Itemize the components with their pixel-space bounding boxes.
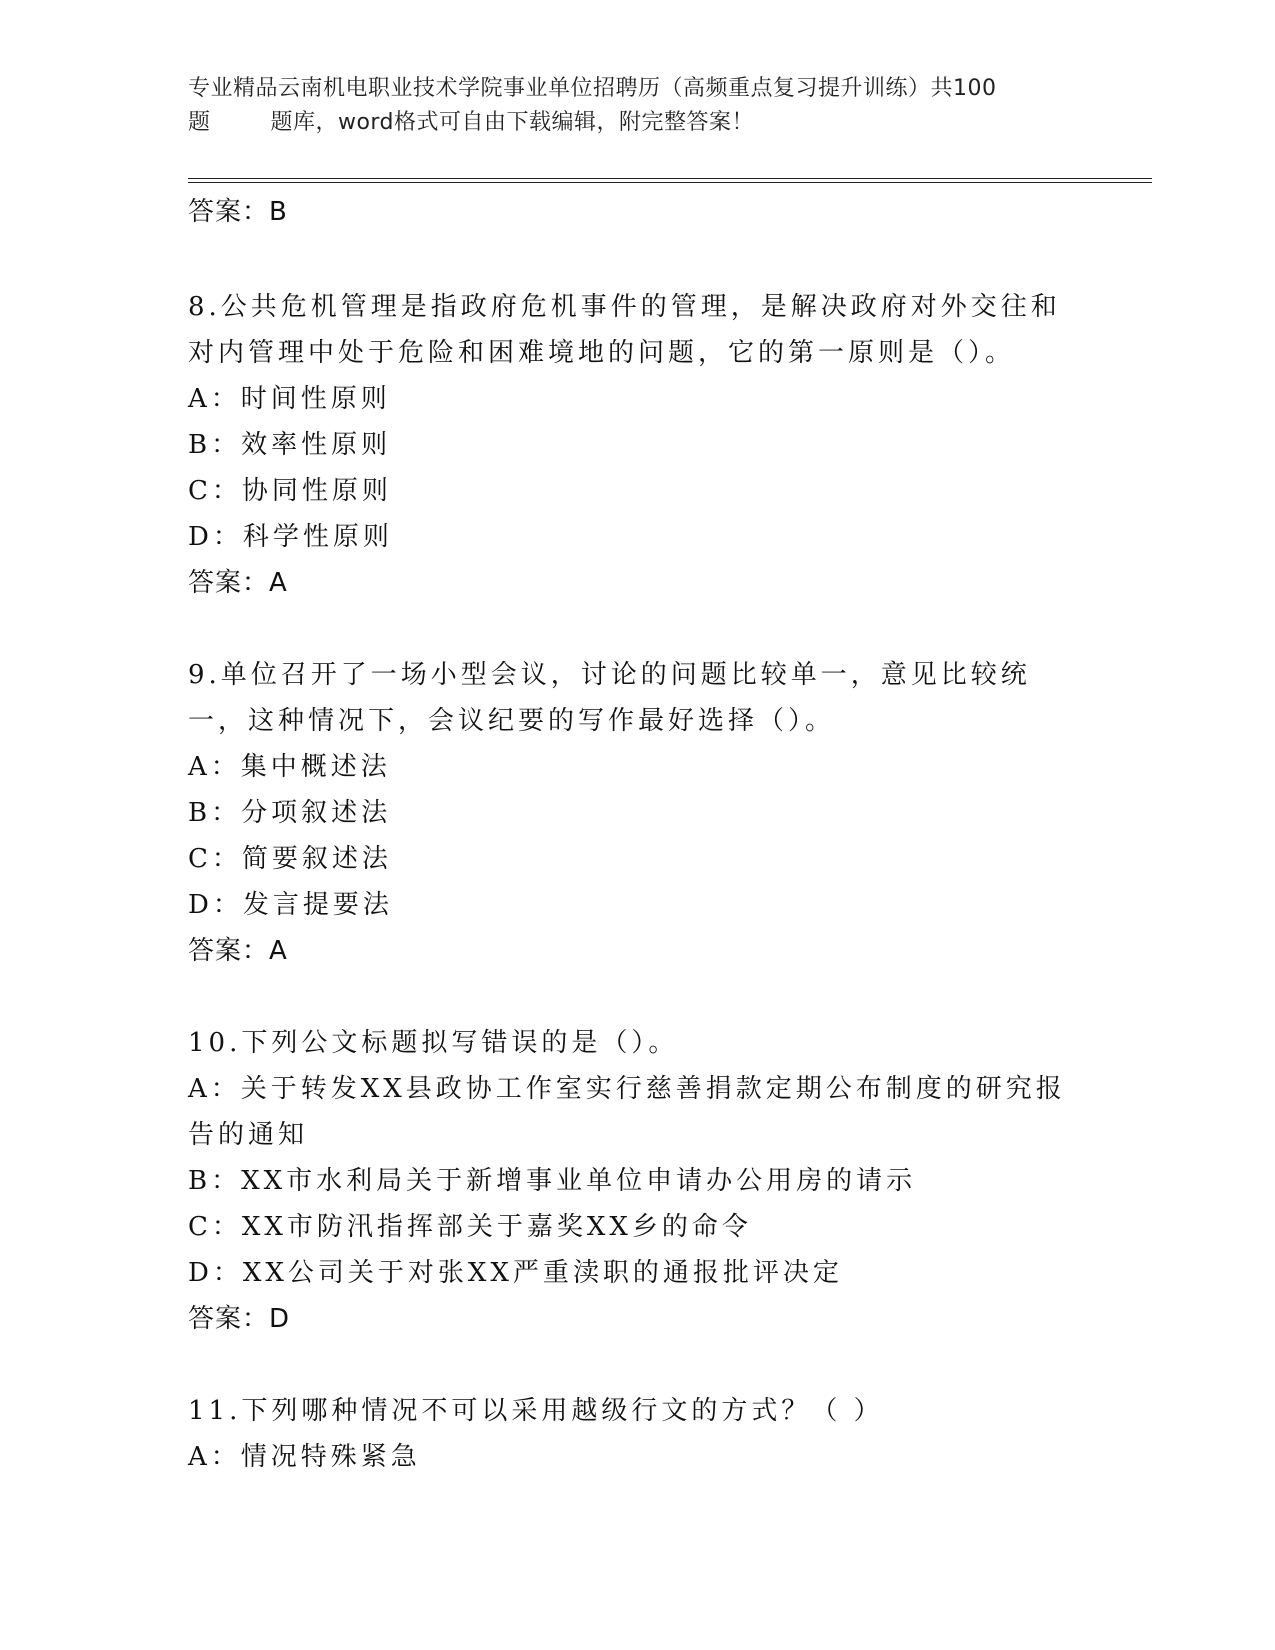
spacer bbox=[188, 238, 1088, 284]
header-divider-top bbox=[188, 178, 1152, 179]
spacer bbox=[188, 1342, 1088, 1388]
document-body bbox=[188, 186, 1088, 1480]
option-b: B：效率性原则 bbox=[188, 430, 392, 460]
answer-line: 答案：B bbox=[188, 197, 288, 227]
question-block bbox=[188, 1388, 1088, 1480]
spacer bbox=[188, 606, 1088, 652]
question-text: 10.下列公文标题拟写错误的是（）。 bbox=[188, 1028, 679, 1058]
header-title-line2: 题 题库，word格式可自由下载编辑，附完整答案！ bbox=[188, 110, 755, 135]
option-d: D：发言提要法 bbox=[188, 890, 393, 920]
question-text: 8.公共危机管理是指政府危机事件的管理，是解决政府对外交往和对内管理中处于危险和困难境地的问题，它的第一原则是（）。 bbox=[188, 292, 1061, 368]
option-d: D：科学性原则 bbox=[188, 522, 393, 552]
question-text: 9.单位召开了一场小型会议，讨论的问题比较单一，意见比较统一，这种情况下，会议纪要的写作最好选择（）。 bbox=[188, 660, 1031, 736]
option-a: A：情况特殊紧急 bbox=[188, 1442, 421, 1472]
option-a: A：集中概述法 bbox=[188, 752, 391, 782]
spacer bbox=[188, 974, 1088, 1020]
answer-line: 答案：A bbox=[188, 936, 288, 966]
option-a: A：时间性原则 bbox=[188, 384, 391, 414]
option-c: C：简要叙述法 bbox=[188, 844, 392, 874]
header-divider-bottom bbox=[188, 182, 1152, 183]
option-d: D：XX公司关于对张XX严重渎职的通报批评决定 bbox=[188, 1258, 843, 1288]
option-a: A：关于转发XX县政协工作室实行慈善捐款定期公布制度的研究报告的通知 bbox=[188, 1074, 1066, 1150]
question-block bbox=[188, 652, 1088, 974]
option-b: B：分项叙述法 bbox=[188, 798, 392, 828]
question-block bbox=[188, 284, 1088, 606]
question-text: 11.下列哪种情况不可以采用越级行文的方式？（ ） bbox=[188, 1396, 884, 1426]
answer-line: 答案：D bbox=[188, 1304, 291, 1334]
option-c: C：协同性原则 bbox=[188, 476, 392, 506]
option-b: B：XX市水利局关于新增事业单位申请办公用房的请示 bbox=[188, 1166, 917, 1196]
header-title-line1: 专业精品云南机电职业技术学院事业单位招聘历（高频重点复习提升训练）共100 bbox=[188, 76, 997, 101]
question-block bbox=[188, 1020, 1088, 1342]
answer-line: 答案：A bbox=[188, 568, 288, 598]
page-header bbox=[188, 72, 1088, 140]
option-c: C：XX市防汛指挥部关于嘉奖XX乡的命令 bbox=[188, 1212, 752, 1242]
